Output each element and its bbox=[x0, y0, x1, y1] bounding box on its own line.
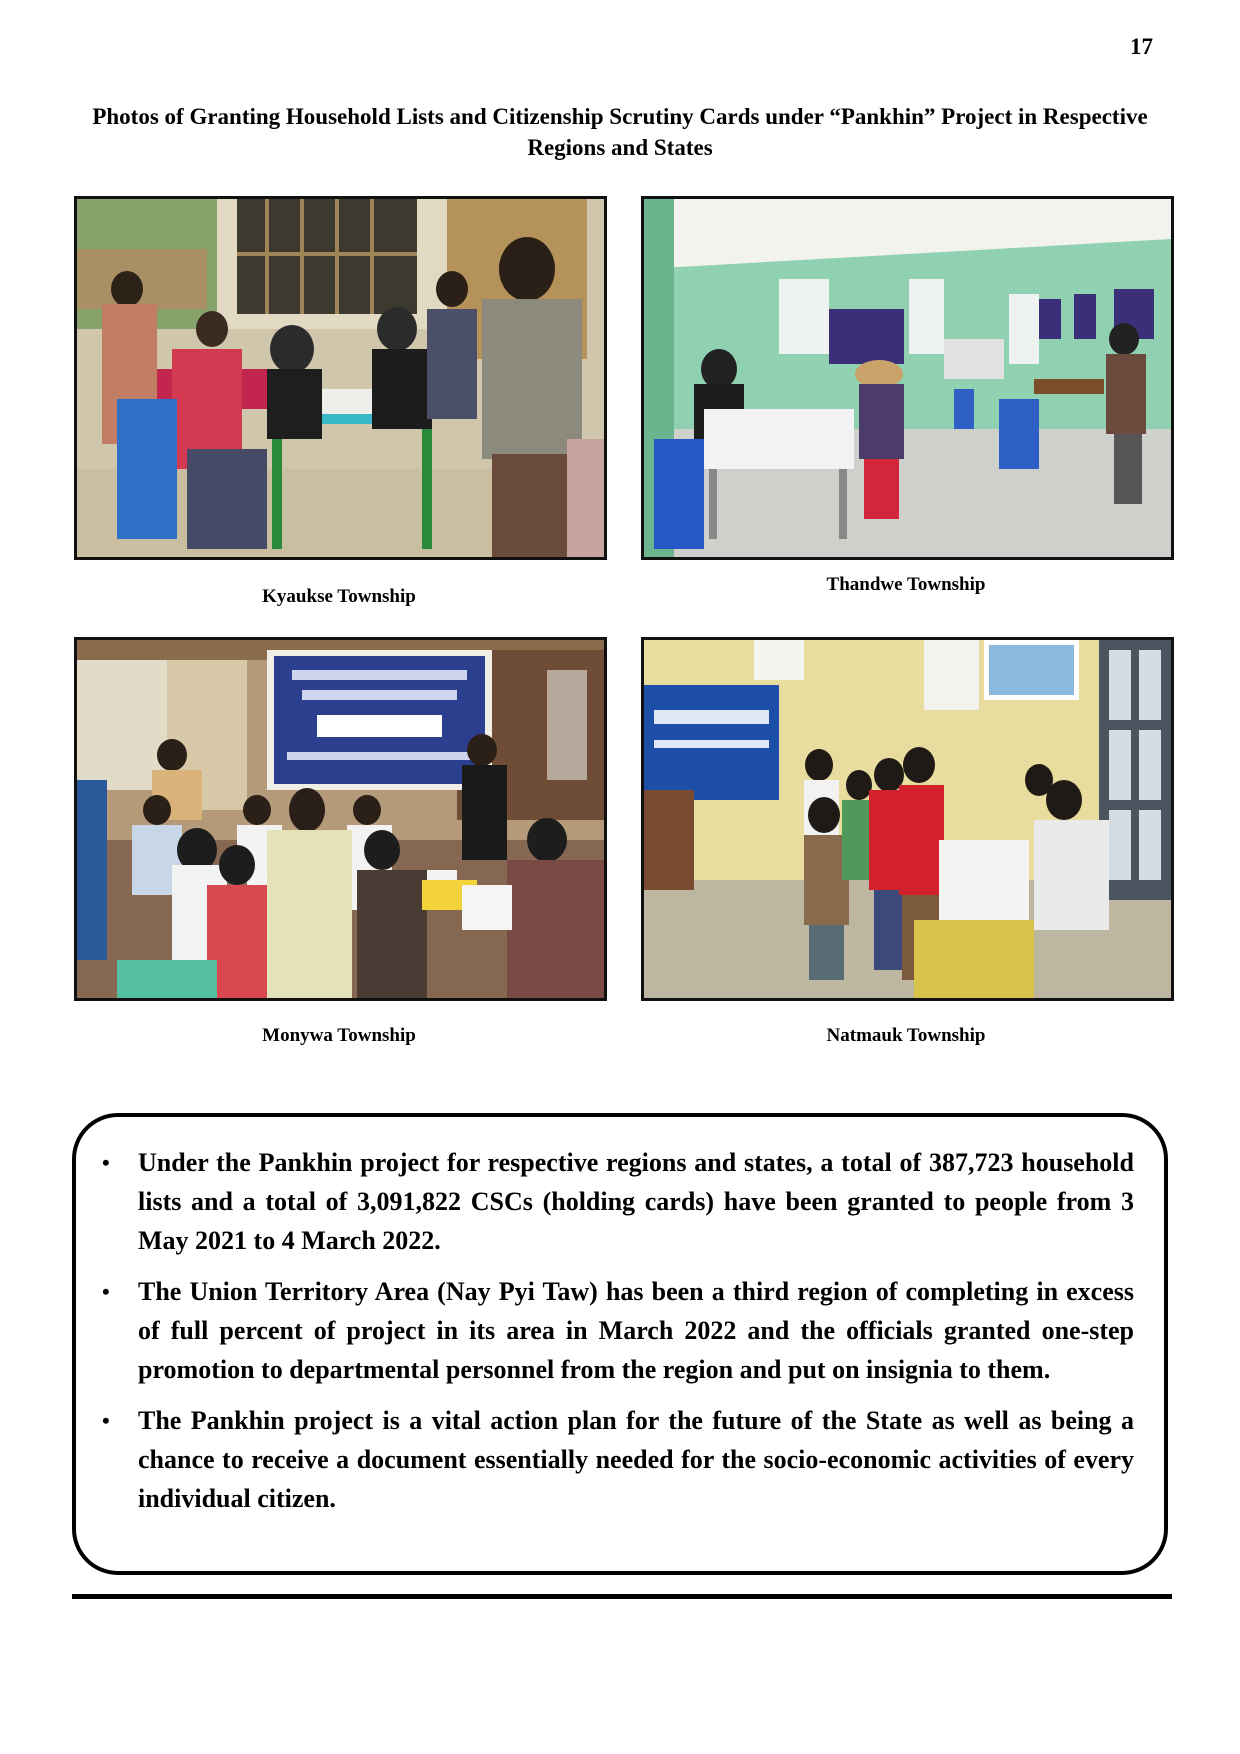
page-title: Photos of Granting Household Lists and Citizenship Scrutiny Cards under “Pankhin” Project in Respective Regions and States bbox=[92, 104, 1148, 160]
bullet-icon: • bbox=[102, 1408, 110, 1433]
summary-bullet-text: Under the Pankhin project for respective regions and states, a total of 387,723 household lists and a total of 3,091,822 CSCs (holding cards) have been granted to people from 3 May 2021 to 4 March 2022. bbox=[138, 1148, 1134, 1255]
bullet-icon: • bbox=[102, 1279, 110, 1304]
summary-bullet bbox=[102, 1272, 1134, 1389]
summary-bullet bbox=[102, 1401, 1134, 1518]
summary-bullet-text: The Union Territory Area (Nay Pyi Taw) has been a third region of completing in excess of full percent of project in its area in March 2022 and the officials granted one-step promotion to departmental personnel from the region and put on insignia to them. bbox=[138, 1277, 1134, 1384]
photo-caption: Monywa Township bbox=[262, 1025, 416, 1046]
photo-monywa bbox=[74, 637, 607, 1001]
summary-bullet bbox=[102, 1143, 1134, 1260]
summary-list bbox=[76, 1117, 1164, 1518]
photo-thandwe bbox=[641, 196, 1174, 560]
bottom-divider bbox=[72, 1594, 1172, 1599]
photo-natmauk bbox=[641, 637, 1174, 1001]
bullet-icon: • bbox=[102, 1150, 110, 1175]
summary-box bbox=[72, 1113, 1168, 1575]
summary-bullet-text: The Pankhin project is a vital action plan for the future of the State as well as being a chance to receive a document essentially needed for the socio-economic activities of every individual citizen. bbox=[138, 1406, 1134, 1513]
photo-caption: Thandwe Township bbox=[826, 574, 986, 595]
page-number: 17 bbox=[1130, 34, 1153, 59]
photo-kyaukse bbox=[74, 196, 607, 560]
photo-caption: Kyaukse Township bbox=[262, 586, 416, 607]
photo-caption: Natmauk Township bbox=[826, 1025, 986, 1046]
